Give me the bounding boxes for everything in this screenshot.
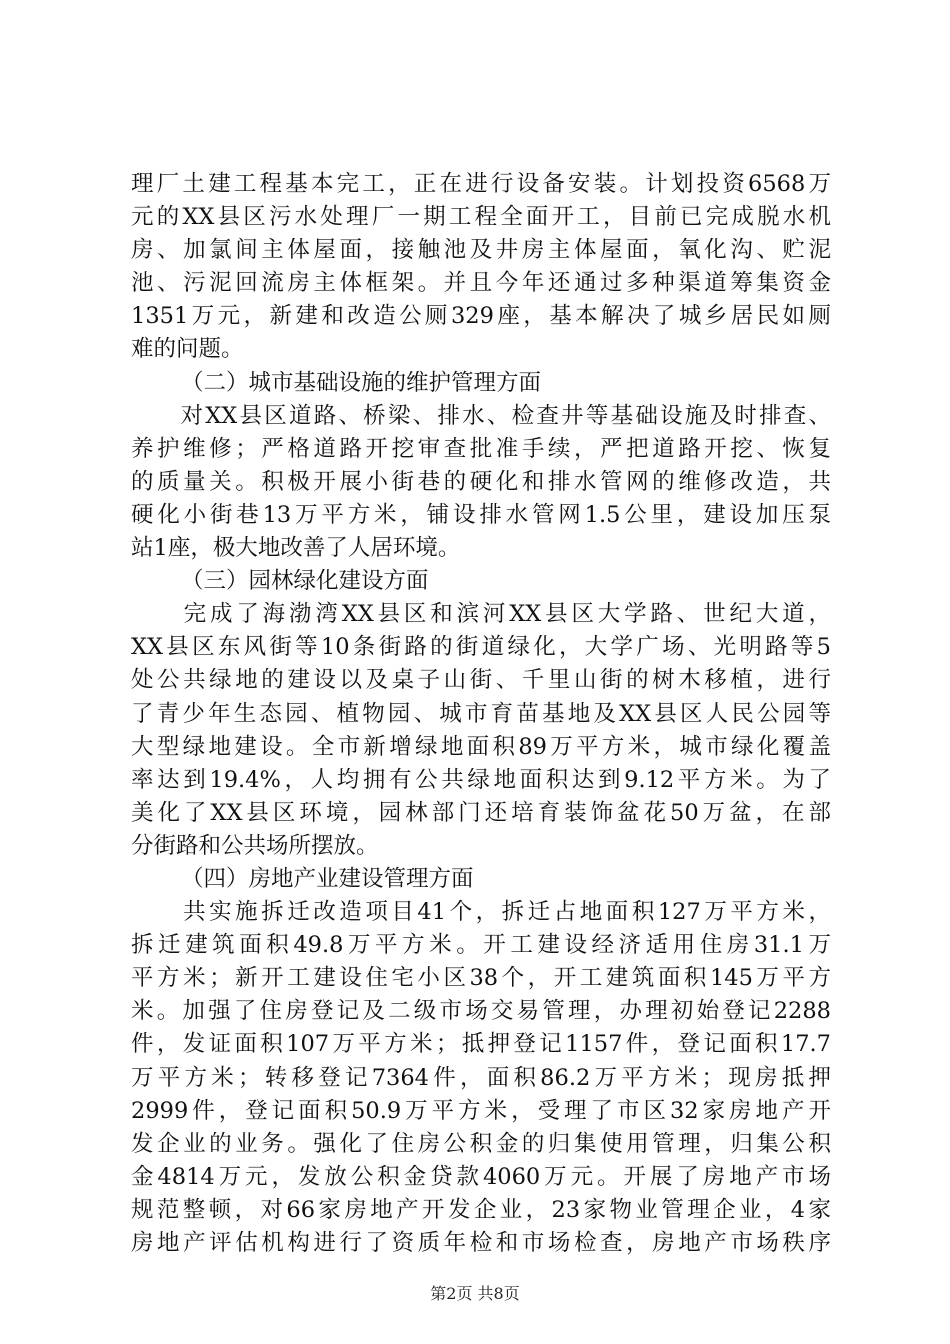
text-line: 米。加强了住房登记及二级市场交易管理，办理初始登记2288 [131,998,831,1025]
text-line: 对XX县区道路、桥梁、排水、检查井等基础设施及时排查、 [131,402,831,429]
text-line: 件，发证面积107万平方米；抵押登记1157件，登记面积17.7 [131,1031,831,1058]
document-body [131,168,831,1260]
text-line: 共实施拆迁改造项目41个，拆迁占地面积127万平方米， [131,899,831,926]
section-heading: （三）园林绿化建设方面 [181,568,429,595]
text-line: 难的问题。 [131,336,244,363]
paragraph-lines [131,168,831,1260]
text-line: 大型绿地建设。全市新增绿地面积89万平方米，城市绿化覆盖 [131,733,831,760]
text-line: 处公共绿地的建设以及桌子山街、千里山街的树木移植，进行 [131,667,831,694]
text-line: XX县区东风街等10条街路的街道绿化，大学广场、光明路等5 [131,634,831,661]
text-line: 2999件，登记面积50.9万平方米，受理了市区32家房地产开 [131,1097,831,1124]
text-line: 房、加氯间主体屋面，接触池及井房主体屋面，氧化沟、贮泥 [131,237,831,264]
page-number: 第2页 共8页 [430,1284,520,1303]
text-line: 理厂土建工程基本完工，正在进行设备安装。计划投资6568万 [131,171,831,197]
section-heading: （四）房地产业建设管理方面 [181,865,474,892]
section-heading: （二）城市基础设施的维护管理方面 [181,369,542,396]
text-line: 养护维修；严格道路开挖审查批准手续，严把道路开挖、恢复 [131,435,831,462]
text-line: 分街路和公共场所摆放。 [131,832,379,859]
text-line: 万平方米；转移登记7364件，面积86.2万平方米；现房抵押 [131,1064,831,1091]
page-footer [0,1284,950,1304]
text-line: 拆迁建筑面积49.8万平方米。开工建设经济适用住房31.1万 [131,932,831,959]
text-line: 硬化小街巷13万平方米，铺设排水管网1.5公里，建设加压泵 [131,501,831,528]
text-line: 美化了XX县区环境，园林部门还培育装饰盆花50万盆，在部 [131,799,831,826]
text-line: 完成了海渤湾XX县区和滨河XX县区大学路、世纪大道， [131,601,831,628]
text-line: 站1座，极大地改善了人居环境。 [131,535,461,562]
text-line: 池、污泥回流房主体框架。并且今年还通过多种渠道筹集资金 [131,270,831,297]
text-line: 元的XX县区污水处理厂一期工程全面开工，目前已完成脱水机 [131,204,831,231]
text-line: 房地产评估机构进行了资质年检和市场检查，房地产市场秩序 [131,1230,831,1256]
text-line: 平方米；新开工建设住宅小区38个，开工建筑面积145万平方 [131,965,831,992]
text-line: 了青少年生态园、植物园、城市育苗基地及XX县区人民公园等 [131,700,831,727]
text-line: 1351万元，新建和改造公厕329座，基本解决了城乡居民如厕 [131,303,831,330]
text-line: 发企业的业务。强化了住房公积金的归集使用管理，归集公积 [131,1130,831,1157]
text-line: 金4814万元，发放公积金贷款4060万元。开展了房地产市场 [131,1163,831,1190]
text-line: 率达到19.4%，人均拥有公共绿地面积达到9.12平方米。为了 [131,766,831,793]
text-line: 的质量关。积极开展小街巷的硬化和排水管网的维修改造，共 [131,468,831,495]
text-line: 规范整顿，对66家房地产开发企业，23家物业管理企业，4家 [131,1196,831,1223]
